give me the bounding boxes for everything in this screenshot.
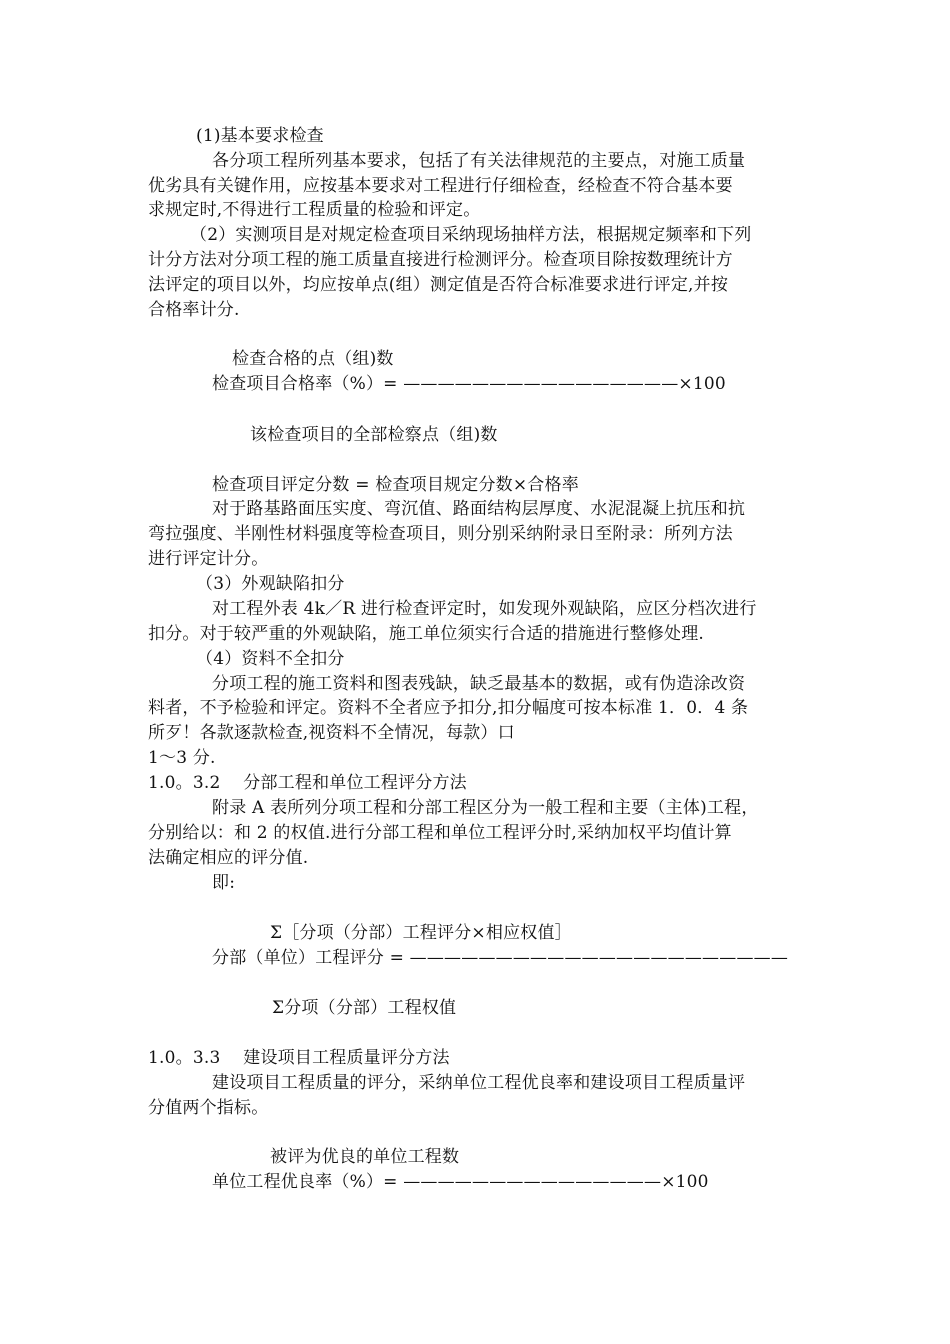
paragraph-line: 进行评定计分。 xyxy=(148,549,269,569)
paragraph-line: 附录 A 表所列分项工程和分部工程区分为一般工程和主要（主体)工程， xyxy=(212,798,759,818)
section-heading-1-0-3-2: 1.0。3.2 分部工程和单位工程评分方法 xyxy=(148,773,467,793)
paragraph-line: 所歹！各款逐款检查,视资料不全情况，每款）口 xyxy=(148,723,515,743)
paragraph-line: 分项工程的施工资料和图表残缺，缺乏最基本的数据，或有伪造涂改资 xyxy=(212,674,746,694)
paragraph-line: 分别给以：和 2 的权值.进行分部工程和单位工程评分时,采纳加权平均值计算 xyxy=(148,823,732,843)
paragraph-line: 优劣具有关键作用，应按基本要求对工程进行仔细检查，经检查不符合基本要 xyxy=(148,176,733,196)
heading-basic-requirements: (1)基本要求检查 xyxy=(196,126,324,146)
formula-numerator: 检查合格的点（组)数 xyxy=(232,349,394,369)
heading-appearance-defects: （3）外观缺陷扣分 xyxy=(196,574,345,594)
paragraph-line: 求规定时,不得进行工程质量的检验和评定。 xyxy=(148,200,481,220)
formula-denominator: 该检查项目的全部检察点（组)数 xyxy=(250,425,498,445)
paragraph-line: 对工程外表 4k／R 进行检查评定时，如发现外观缺陷，应区分档次进行 xyxy=(212,599,757,619)
formula-main: 分部（单位）工程评分 = —————————————————————— xyxy=(212,948,789,968)
paragraph-line: 即: xyxy=(212,873,236,893)
formula-main: 单位工程优良率（%）= ———————————————×100 xyxy=(212,1172,709,1192)
paragraph-line: （2）实测项目是对规定检查项目采纳现场抽样方法，根据规定频率和下列 xyxy=(190,225,752,245)
formula-numerator: Σ［分项（分部）工程评分×相应权值］ xyxy=(270,923,572,943)
paragraph-line: 合格率计分. xyxy=(148,300,240,320)
paragraph-line: 计分方法对分项工程的施工质量直接进行检测评分。检查项目除按数理统计方 xyxy=(148,250,733,270)
formula-score: 检查项目评定分数 = 检查项目规定分数×合格率 xyxy=(212,475,579,495)
formula-denominator: Σ分项（分部）工程权值 xyxy=(272,998,457,1018)
section-heading-1-0-3-3: 1.0。3.3 建设项目工程质量评分方法 xyxy=(148,1048,450,1068)
paragraph-line: 扣分。对于较严重的外观缺陷，施工单位须实行合适的措施进行整修处理. xyxy=(148,624,705,644)
paragraph-line: 法确定相应的评分值. xyxy=(148,848,309,868)
paragraph-line: 各分项工程所列基本要求，包括了有关法律规范的主要点，对施工质量 xyxy=(212,151,746,171)
paragraph-line: 建设项目工程质量的评分，采纳单位工程优良率和建设项目工程质量评 xyxy=(212,1073,746,1093)
paragraph-line: 1～3 分. xyxy=(148,748,216,768)
paragraph-line: 法评定的项目以外，均应按单点(组）测定值是否符合标准要求进行评定,并按 xyxy=(148,275,729,295)
formula-main: 检查项目合格率（%）= ————————————————×100 xyxy=(212,374,726,394)
paragraph-line: 对于路基路面压实度、弯沉值、路面结构层厚度、水泥混凝上抗压和抗 xyxy=(212,499,746,519)
paragraph-line: 分值两个指标。 xyxy=(148,1098,269,1118)
paragraph-line: 弯拉强度、半刚性材料强度等检查项目，则分别采纳附录日至附录：所列方法 xyxy=(148,524,733,544)
heading-incomplete-data: （4）资料不全扣分 xyxy=(196,649,345,669)
paragraph-line: 料者，不予检验和评定。资料不全者应予扣分,扣分幅度可按本标准 1．0．4 条 xyxy=(148,698,749,718)
formula-numerator: 被评为优良的单位工程数 xyxy=(270,1147,460,1167)
